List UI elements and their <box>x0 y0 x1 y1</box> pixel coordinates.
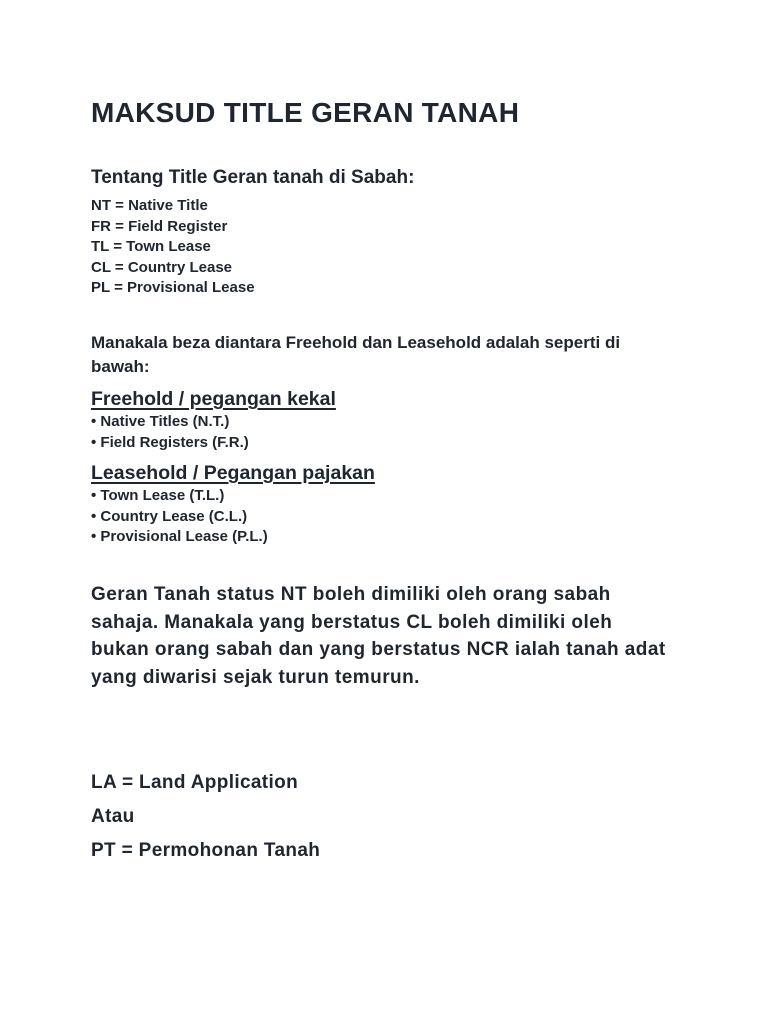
leasehold-item: • Town Lease (T.L.) <box>91 486 268 507</box>
leasehold-list <box>91 486 268 548</box>
abbreviation-item: FR = Field Register <box>91 217 228 235</box>
abbreviation-item: TL = Town Lease <box>91 238 211 255</box>
freehold-item: • Native Titles (N.T.) <box>91 412 249 433</box>
freehold-heading: Freehold / pegangan kekal <box>91 388 336 410</box>
title-types-heading: Tentang Title Geran tanah di Sabah: <box>91 167 415 188</box>
abbreviation-list <box>91 196 255 299</box>
status-paragraph: Geran Tanah status NT boleh dimiliki oleh orang sabah sahaja. Manakala yang berstatus CL boleh dimiliki oleh bukan orang sabah dan yang berstatus NCR ialah tanah adat yang diwarisi sejak turun temurun. <box>91 584 666 688</box>
land-application-line: LA = Land Application <box>91 772 299 793</box>
page-title: MAKSUD TITLE GERAN TANAH <box>91 97 520 128</box>
leasehold-item: • Provisional Lease (P.L.) <box>91 527 268 548</box>
or-line: Atau <box>91 806 135 827</box>
freehold-item: • Field Registers (F.R.) <box>91 433 249 454</box>
leasehold-heading: Leasehold / Pegangan pajakan <box>91 462 375 484</box>
abbreviation-item: NT = Native Title <box>91 197 208 214</box>
abbreviation-item: CL = Country Lease <box>91 258 233 276</box>
abbreviation-item: PL = Provisional Lease <box>91 279 255 296</box>
freehold-leasehold-intro: Manakala beza diantara Freehold dan Leasehold adalah seperti di bawah: <box>91 333 621 376</box>
permohonan-tanah-line: PT = Permohonan Tanah <box>91 840 321 861</box>
freehold-list <box>91 412 249 453</box>
leasehold-item: • Country Lease (C.L.) <box>91 507 268 528</box>
